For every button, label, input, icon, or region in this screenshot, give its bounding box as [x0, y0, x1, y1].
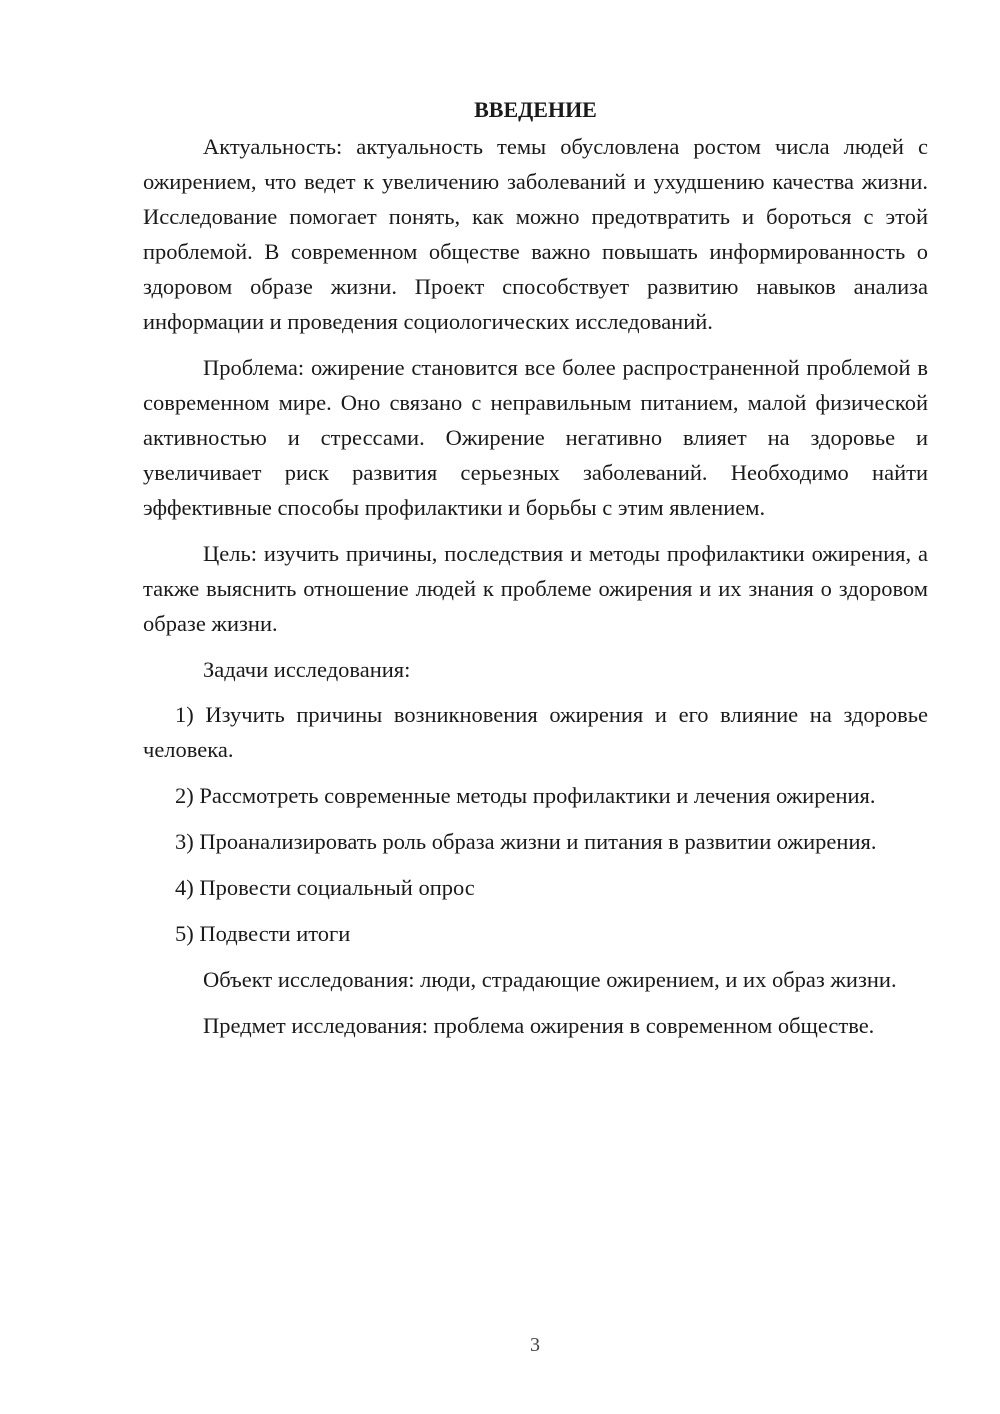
relevance-paragraph: Актуальность: актуальность темы обусловлена ростом числа людей с ожирением, что ведет к увеличению заболеваний и ухудшению качества жизни. Исследование помогает понять, как можно предотвратить и бороться с этой проблемой. В современном обществе важно повышать информированность о здоровом образе жизни. Проект способствует развитию навыков анализа информации и проведения социологических исследований. — [143, 134, 928, 334]
section-heading: ВВЕДЕНИЕ — [474, 97, 597, 122]
task-item-4: 4) Провести социальный опрос — [175, 875, 475, 900]
task-item-3: 3) Проанализировать роль образа жизни и питания в развитии ожирения. — [175, 829, 877, 854]
task-item-5: 5) Подвести итоги — [175, 921, 351, 946]
tasks-title: Задачи исследования: — [203, 657, 411, 682]
task-item-2: 2) Рассмотреть современные методы профилактики и лечения ожирения. — [175, 783, 876, 808]
subject-paragraph: Предмет исследования: проблема ожирения в современном обществе. — [203, 1013, 875, 1038]
object-paragraph: Объект исследования: люди, страдающие ожирением, и их образ жизни. — [203, 967, 897, 992]
page-number: 3 — [530, 1334, 540, 1356]
page-content — [143, 92, 928, 1054]
goal-paragraph: Цель: изучить причины, последствия и методы профилактики ожирения, а также выяснить отношение людей к проблеме ожирения и их знания о здоровом образе жизни. — [143, 541, 928, 636]
task-item-1: 1) Изучить причины возникновения ожирения и его влияние на здоровье человека. — [143, 702, 928, 762]
tasks-list — [143, 697, 928, 951]
problem-paragraph: Проблема: ожирение становится все более распространенной проблемой в современном мире. Оно связано с неправильным питанием, малой физической активностью и стрессами. Ожирение негативно влияет на здоровье и увеличивает риск развития серьезных заболеваний. Необходимо найти эффективные способы профилактики и борьбы с этим явлением. — [143, 355, 928, 520]
